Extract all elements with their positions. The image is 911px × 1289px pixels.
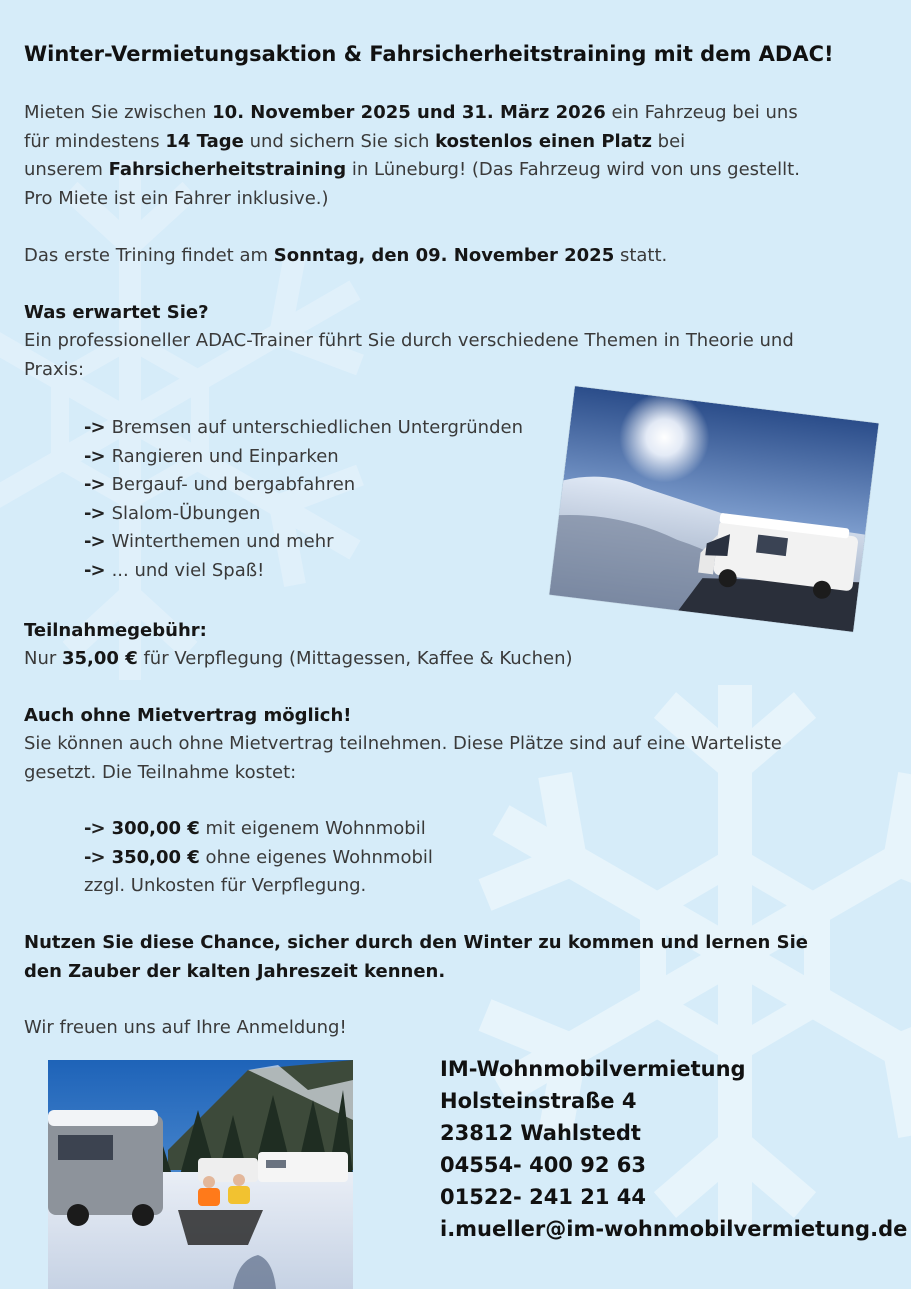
motorhome-icon [48, 1110, 163, 1226]
list-item-label: Bremsen auf unterschiedlichen Untergründen [111, 417, 523, 438]
closing-text: den Zauber der kalten Jahreszeit kennen. [24, 960, 446, 982]
price-without-motorhome: 350,00 € [111, 846, 200, 868]
list-item-label: Winterthemen und mehr [111, 531, 334, 553]
intro-text: unserem [24, 159, 109, 180]
expect-text: Ein professioneller ADAC-Trainer führt Sie durch verschiedene Themen in Theorie und [24, 330, 794, 351]
intro-text: ein Fahrzeug bei uns [605, 102, 798, 123]
expect-text: Praxis: [24, 358, 85, 380]
page-title: Winter-Vermietungsaktion & Fahrsicherheitstraining mit dem ADAC! [24, 42, 834, 66]
no-contract-heading: Auch ohne Mietvertrag möglich! [24, 705, 352, 726]
intro-text: in Lüneburg! (Das Fahrzeug wird von uns gestellt. [346, 159, 800, 180]
list-item [84, 414, 523, 443]
intro-text: Mieten Sie zwischen [24, 102, 213, 123]
training-name: Fahrsicherheitstraining [108, 159, 347, 180]
list-item-label: ohne eigenes Wohnmobil [199, 846, 433, 868]
arrow-icon: -> [84, 502, 105, 524]
list-item [84, 443, 523, 472]
list-item [84, 471, 523, 500]
list-item [84, 815, 433, 844]
intro-text: für mindestens [24, 130, 166, 152]
list-item-label: Rangieren und Einparken [111, 445, 339, 467]
training-topics-list [84, 414, 523, 586]
arrow-icon: -> [84, 417, 105, 438]
street-address: Holsteinstraße 4 [440, 1089, 637, 1113]
arrow-icon: -> [84, 445, 105, 467]
arrow-icon: -> [84, 818, 105, 839]
first-training-line [24, 242, 667, 271]
no-contract-description [24, 730, 782, 787]
first-training-text: statt. [614, 245, 668, 266]
greeting: Wir freuen uns auf Ihre Anmeldung! [24, 1017, 347, 1038]
no-contract-text: Sie können auch ohne Mietvertrag teilnehmen. Diese Plätze sind auf eine Warteliste [24, 733, 782, 754]
city-address: 23812 Wahlstedt [440, 1121, 641, 1145]
rental-period: 10. November 2025 und 31. März 2026 [212, 102, 606, 123]
list-item-label: mit eigenem Wohnmobil [199, 818, 426, 839]
list-item [84, 528, 523, 557]
first-training-text: Das erste Trining findet am [24, 245, 274, 266]
intro-paragraph [24, 99, 800, 213]
list-item-label: Bergauf- und bergabfahren [111, 474, 356, 496]
contact-block [440, 1053, 907, 1245]
arrow-icon: -> [84, 559, 105, 581]
fee-price: 35,00 € [62, 648, 138, 669]
mobile-number[interactable]: 01522- 241 21 44 [440, 1185, 646, 1209]
no-contract-text: gesetzt. Die Teilnahme kostet: [24, 761, 297, 783]
intro-text: bei [651, 130, 686, 152]
price-with-motorhome: 300,00 € [111, 818, 200, 839]
company-name: IM-Wohnmobilvermietung [440, 1057, 746, 1081]
fee-text: Nur [24, 648, 62, 669]
price-list [84, 815, 433, 901]
fee-heading: Teilnahmegebühr: [24, 620, 207, 641]
arrow-icon: -> [84, 846, 105, 868]
list-item [84, 500, 523, 529]
winter-camping-photo [48, 1060, 353, 1289]
expect-description [24, 327, 794, 384]
list-item [84, 844, 433, 873]
intro-text: und sichern Sie sich [243, 130, 436, 152]
free-spot: kostenlos einen Platz [435, 130, 652, 152]
list-item-label: zzgl. Unkosten für Verpflegung. [84, 875, 367, 897]
intro-text: Pro Miete ist ein Fahrer inklusive.) [24, 187, 329, 209]
arrow-icon: -> [84, 531, 105, 553]
first-training-date: Sonntag, den 09. November 2025 [273, 245, 615, 266]
arrow-icon: -> [84, 474, 105, 496]
list-item [84, 557, 523, 586]
snowy-motorhome-photo [549, 386, 878, 632]
list-item [84, 872, 433, 901]
list-item-label: Slalom-Übungen [111, 502, 261, 524]
phone-number[interactable]: 04554- 400 92 63 [440, 1153, 646, 1177]
min-duration: 14 Tage [165, 130, 244, 152]
expect-heading: Was erwartet Sie? [24, 302, 209, 323]
email-address[interactable]: i.mueller@im-wohnmobilvermietung.de [440, 1217, 908, 1241]
fee-line [24, 645, 573, 674]
fee-text: für Verpflegung (Mittagessen, Kaffee & Kuchen) [137, 648, 573, 669]
closing-text: Nutzen Sie diese Chance, sicher durch den Winter zu kommen und lernen Sie [24, 932, 808, 953]
list-item-label: ... und viel Spaß! [111, 559, 265, 581]
closing-statement [24, 929, 808, 986]
